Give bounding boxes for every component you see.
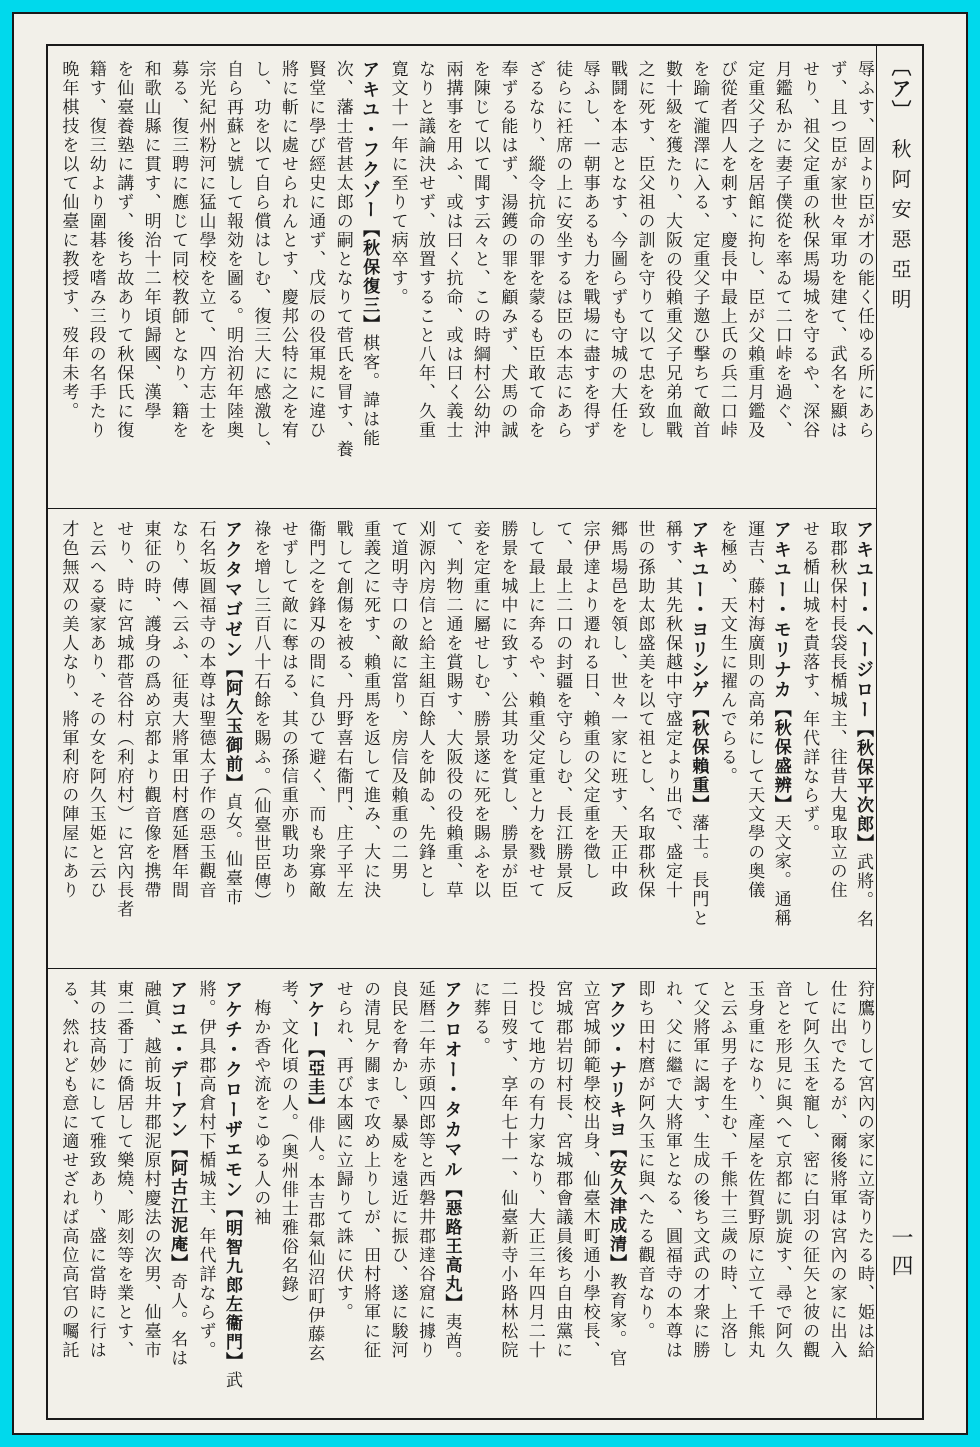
text-column [193,520,217,958]
text-column [193,980,217,1410]
header-divider [876,46,877,1418]
entry-text: 戰鬪を本志となす、今圖らずも守城の大任を [607,60,628,440]
text-column [358,520,382,958]
text-column [358,60,382,498]
text-column [714,60,738,498]
entry-kanji-name: 【亞圭】 [304,1040,325,1116]
text-column [742,520,766,958]
text-column [714,520,738,958]
text-column [166,60,190,498]
entry-text: 仕に出でたるが、爾後將軍は宮內の家に出入 [826,980,847,1360]
entry-text: 戰して創傷を被る、丹野喜右衞門、庄子平左 [332,520,353,900]
entry-text: せずして敵に奪はる、其の孫信重亦戰功あり [277,520,298,900]
entry-text: 和歌山縣に貫す、明治十二年頃歸國、漢學 [140,60,161,421]
entry-text: 募る、復三聘に應じて同校教師となり、籍を [168,60,189,440]
text-column [550,520,574,958]
text-column [330,60,354,498]
text-column [742,60,766,498]
entry-text: て父將軍に謁す、生成の後ち文武の才衆に勝 [689,980,710,1360]
text-column [577,520,601,958]
entry-text: し、功を以て自ら償はしむ、復三大に感激し、 [250,60,271,459]
entry-text: 次、藩士菅甚太郎の嗣となりて菅氏を冒す、養 [332,60,353,459]
text-column [385,520,409,958]
text-column [303,520,327,958]
entry-text: 投じて地方の有力家なり、大正三年四月二十 [524,980,545,1360]
text-column [769,60,793,498]
text-column [221,980,245,1410]
entry-headword: アキユ・フクゾー [359,60,381,220]
entry-text: せる楯山城を責落す、年代詳ならず。 [799,520,820,843]
entry-text: せり、祖父定重の秋保馬場城を守るや、深谷 [799,60,820,440]
entry-text: 辱ふし、一朝事あるも力を戰場に盡すを得ず [579,60,600,440]
entry-kanji-name: 【惡路王高丸】 [441,1180,462,1313]
page-number: 一四 [888,1226,913,1282]
text-column [522,980,546,1410]
entry-text: 取郡秋保村長袋長楯城主、往昔大鬼取立の住 [826,520,847,900]
text-column [193,60,217,498]
entry-text: を仙臺養塾に講ず、後ち故ありて秋保氏に復 [113,60,134,440]
text-column [413,980,437,1410]
entry-text: 二日歿す、享年七十一、仙臺新寺小路林松院 [497,980,518,1360]
entry-text: 狩鷹りして宮內の家に立寄りたる時、姫は給 [854,980,874,1360]
entry-text: なりと議論決せず、放置すること八年、久重 [415,60,435,440]
entry-text: 即ち田村麿が阿久玉に與へたる觀音なり。 [634,980,655,1341]
entry-text: 奇人。名は [167,1273,188,1368]
running-title: 秋阿安惡亞明 [888,138,912,319]
entry-text: 棋客。諱は能 [359,334,380,448]
entry-text: て、最上二口の封疆を守らしむ、長江勝景反 [552,520,573,900]
entry-text: 祿を增し三百八十石餘を賜ふ。（仙臺世臣傳） [250,520,271,911]
entry-text: ず、且つ臣が家世々軍功を建て、武名を顯は [826,60,847,440]
tier-middle [56,520,876,958]
entry-text: 衞門之を鋒刄の間に負ひて避く、而も衆寡敵 [305,520,326,900]
text-column [111,980,135,1410]
entry-text: なり、傳へ云ふ、征夷大將軍田村麿延暦年間 [168,520,189,900]
text-column [138,60,162,498]
entry-text: 世の孫助太郎盛美を以て祖とし、名取郡秋保 [634,520,655,900]
entry-text: 其の技高妙にして雅致あり、盛に當時に行は [85,980,106,1360]
text-column [632,60,656,498]
text-column [467,60,491,498]
text-column [221,60,245,498]
text-column [440,520,464,958]
entry-text: 自ら再蘇と號して報効を圖る。明治初年陸奥 [222,60,243,440]
entry-text: 奉ずる能はず、湯鑊の罪を顧みず、犬馬の誠 [497,60,518,440]
entry-text: して阿久玉を寵し、密に白羽の征矢と彼の觀 [799,980,820,1360]
tier-divider-1 [48,508,876,509]
text-column [660,520,684,958]
entry-text: 之に死す、臣父祖の訓を守りて以て忠を致し [634,60,655,440]
text-column [495,60,519,498]
entry-text: 武 [221,1371,242,1390]
entry-text: を極め、天文生に擢んでらる。 [716,520,737,786]
text-column [111,60,135,498]
entry-text: して最上に奔るや、賴重父定重と力を戮せて [524,520,545,900]
text-column [138,980,162,1410]
text-column [605,60,629,498]
entry-text: 考、文化頃の人。（奥州俳士雅俗名錄） [277,980,298,1314]
entry-headword: アコエ・デーアン [167,980,189,1140]
entry-text: 延暦二年赤頭四郎等と西磐井郡達谷窟に據り [415,980,435,1360]
text-frame [46,44,924,1420]
text-column [577,980,601,1410]
text-column [440,60,464,498]
text-column [83,980,107,1410]
text-column [221,520,245,958]
entry-text: 東征の時、護身の爲め京都より觀音像を携帶 [140,520,161,900]
entry-text: 梅か香や流をこゆる人の袖 [250,980,271,1227]
text-column [742,980,766,1410]
text-column [495,520,519,958]
entry-text: 月鑑私かに妻子僕從を率ゐて二口峠を過ぐ、 [771,60,792,440]
text-column [577,60,601,498]
entry-text: 東二番丁に僑居して樂燒、彫刻等を業とす、 [113,980,134,1360]
entry-text: 籍す、復三幼より圍碁を嗜み三段の名手たり [85,60,106,440]
text-column [605,520,629,958]
entry-text: 晩年棋技を以て仙臺に教授す、歿年未考。 [58,60,79,421]
text-column [56,60,80,498]
text-column [605,980,629,1410]
text-column [303,980,327,1410]
text-column [824,60,848,498]
text-column [166,520,190,958]
entry-text: 融眞、越前坂井郡泥原村慶法の次男、仙臺市 [140,980,161,1360]
text-column [330,980,354,1410]
entry-text: 天文家。通稱 [770,814,791,928]
text-column [852,980,876,1410]
entry-text: 宗伊達より遷れる日、賴重の父定重を徵し [579,520,600,881]
entry-text: 音とを形見に與へて京都に凱旋す、尋で阿久 [771,980,792,1360]
text-column [797,980,821,1410]
text-column [660,60,684,498]
text-column [687,520,711,958]
entry-text: 數十級を獲たり、大阪の役賴重父子兄弟血戰 [661,60,682,440]
entry-kanji-name: 【阿久玉御前】 [221,660,242,793]
tier-divider-2 [48,968,876,969]
text-column [83,520,107,958]
text-column [413,520,437,958]
tier-top [56,60,876,498]
entry-text: 賢堂に學び經史に通ず、戊辰の役軍規に違ひ [305,60,326,440]
text-column [166,980,190,1410]
text-column [797,60,821,498]
tier-bottom [56,980,876,1410]
text-column [56,980,80,1410]
text-column [248,980,272,1410]
entry-text: を陳じて以て聞す云々と、この時綱村公幼沖 [469,60,490,440]
entry-headword: アケー [304,980,326,1040]
entry-headword: アクタマゴゼン [221,520,243,660]
text-column [275,60,299,498]
entry-text: 徒らに衽席の上に安坐するは臣の本志にあら [552,60,573,440]
entry-text: 妾を定重に屬せしむ、勝景遂に死を賜ふを以 [469,520,490,900]
entry-text: 定重父子之を居館に拘し、臣が父賴重月鑑及 [744,60,765,440]
text-column [824,520,848,958]
entry-text: 宗光紀州粉河に猛山學校を立て、四方志士を [195,60,216,440]
text-column [797,520,821,958]
text-column [660,980,684,1410]
entry-text: 將に斬に處せられんとす、慶邦公特に之を宥 [277,60,298,440]
entry-text: 重義之に死す、賴重馬を返して進み、大に決 [360,520,381,900]
text-column [385,980,409,1410]
entry-text: と云へる豪家あり、その女を阿久玉姫と云ひ [85,520,106,900]
entry-headword: アキユー・モリナカ [770,520,792,700]
text-column [522,520,546,958]
entry-text: 刈源內房信と給主組百餘人を帥ゐ、先鋒とし [415,520,435,900]
text-column [550,980,574,1410]
text-column [467,980,491,1410]
text-column [632,980,656,1410]
entry-text: る、然れども意に適せざれば高位高官の囑託 [58,980,79,1360]
entry-text: の清見ケ關まで攻め上りしが、田村將軍に征 [360,980,381,1360]
text-column [275,980,299,1410]
text-column [275,520,299,958]
text-column [687,980,711,1410]
entry-text: れ、父に繼で大將軍となる、圓福寺の本尊は [661,980,682,1360]
text-column [632,520,656,958]
entry-text: 兩搆事を用ふ、或は曰く抗命、或は曰く義士 [442,60,463,440]
entry-text: 玉身重になり、產屋を佐賀野原に立て千熊丸 [744,980,765,1360]
entry-headword: アクツ・ナリキヨ [606,980,628,1140]
running-header [880,56,920,556]
entry-text: 將。伊具郡高倉村下楯城主、年代詳ならず。 [195,980,216,1360]
text-column [138,520,162,958]
entry-text: 良民を脅かし、暴威を遠近に振ひ、遂に駿河 [387,980,408,1360]
section-tag: 〔ア〕 [888,56,912,122]
text-column [852,60,876,498]
text-column [413,60,437,498]
entry-text: び從者四人を刺す、慶長中最上氏の兵二口峠 [716,60,737,440]
entry-text: 教育家。官 [606,1273,627,1368]
entry-text: ざるなり、縱令抗命の罪を蒙るも臣敢て命を [524,60,545,440]
entry-text: て、判物二通を賞賜す、大阪役の役賴重、草 [442,520,463,900]
entry-kanji-name: 【秋保賴重】 [688,700,709,814]
entry-text: 才色無双の美人なり、將軍利府の陣屋にあり [58,520,79,900]
entry-text: せられ、再び本國に立歸りて誅に伏す。 [332,980,353,1322]
text-column [385,60,409,498]
entry-headword: アキユー・ヨリシゲ [688,520,710,700]
entry-text: 稱す、其先秋保越中守盛定より出で、盛定十 [661,520,682,900]
text-column [303,60,327,498]
text-column [495,980,519,1410]
text-column [330,520,354,958]
entry-text: せり、時に宮城郡菅谷村（利府村）に宮內長者 [113,520,134,919]
text-column [769,520,793,958]
entry-kanji-name: 【秋保平次郎】 [853,720,873,853]
entry-text: 石名坂圓福寺の本尊は聖德太子作の惡玉觀音 [195,520,216,900]
entry-text: と云ふ男子を生む、千熊十三歲の時、上洛し [716,980,737,1360]
entry-text: 俳人。本吉郡氣仙沼町伊藤玄 [304,1116,325,1363]
text-column [550,60,574,498]
entry-text: 夷酋。 [441,1313,462,1370]
text-column [714,980,738,1410]
text-column [852,520,876,958]
entry-headword: アクロオー・タカマル [441,980,463,1180]
entry-text: 寛文十一年に至りて病卒す。 [387,60,408,307]
entry-text: 運吉、藤村海廣則の高弟にして天文學の奥儀 [744,520,765,900]
text-column [522,60,546,498]
entry-text: 武將。名 [853,853,873,929]
entry-text: 藩士。長門と [688,814,709,928]
text-column [440,980,464,1410]
entry-text: 勝景を城中に致す、公其功を賞し、勝景が臣 [497,520,518,900]
entry-text: を踰て瀧澤に入る、定重父子邀ひ擊ちて敵首 [689,60,710,440]
text-column [769,980,793,1410]
entry-text: 立宮城師範學校出身、仙臺木町通小學校長、 [579,980,600,1360]
entry-kanji-name: 【明智九郎左衞門】 [221,1200,242,1371]
entry-kanji-name: 【秋保復三】 [359,220,380,334]
text-column [83,60,107,498]
entry-text: て道明寺口の敵に當り、房信及賴重の二男 [387,520,408,881]
text-column [467,520,491,958]
entry-text: に葬る。 [469,980,490,1056]
entry-text: 宮城郡岩切村長、宮城郡會議員後ち自由黨に [552,980,573,1360]
entry-headword: アケチ・クローザエモン [221,980,243,1200]
page-sheet [12,12,968,1435]
entry-text: 郷馬場邑を領し、世々一家に班す、天正中政 [607,520,628,900]
entry-kanji-name: 【秋保盛辨】 [770,700,791,814]
entry-headword: アキユー・ヘージロー [853,520,874,720]
text-column [248,520,272,958]
text-column [111,520,135,958]
text-column [824,980,848,1410]
entry-kanji-name: 【阿古江泥庵】 [167,1140,188,1273]
text-column [56,520,80,958]
text-column [358,980,382,1410]
entry-kanji-name: 【安久津成清】 [606,1140,627,1273]
text-column [248,60,272,498]
entry-text: 辱ふす、固より臣が才の能く任ゆる所にあら [854,60,874,440]
text-column [687,60,711,498]
entry-text: 貞女。仙臺市 [221,793,242,907]
